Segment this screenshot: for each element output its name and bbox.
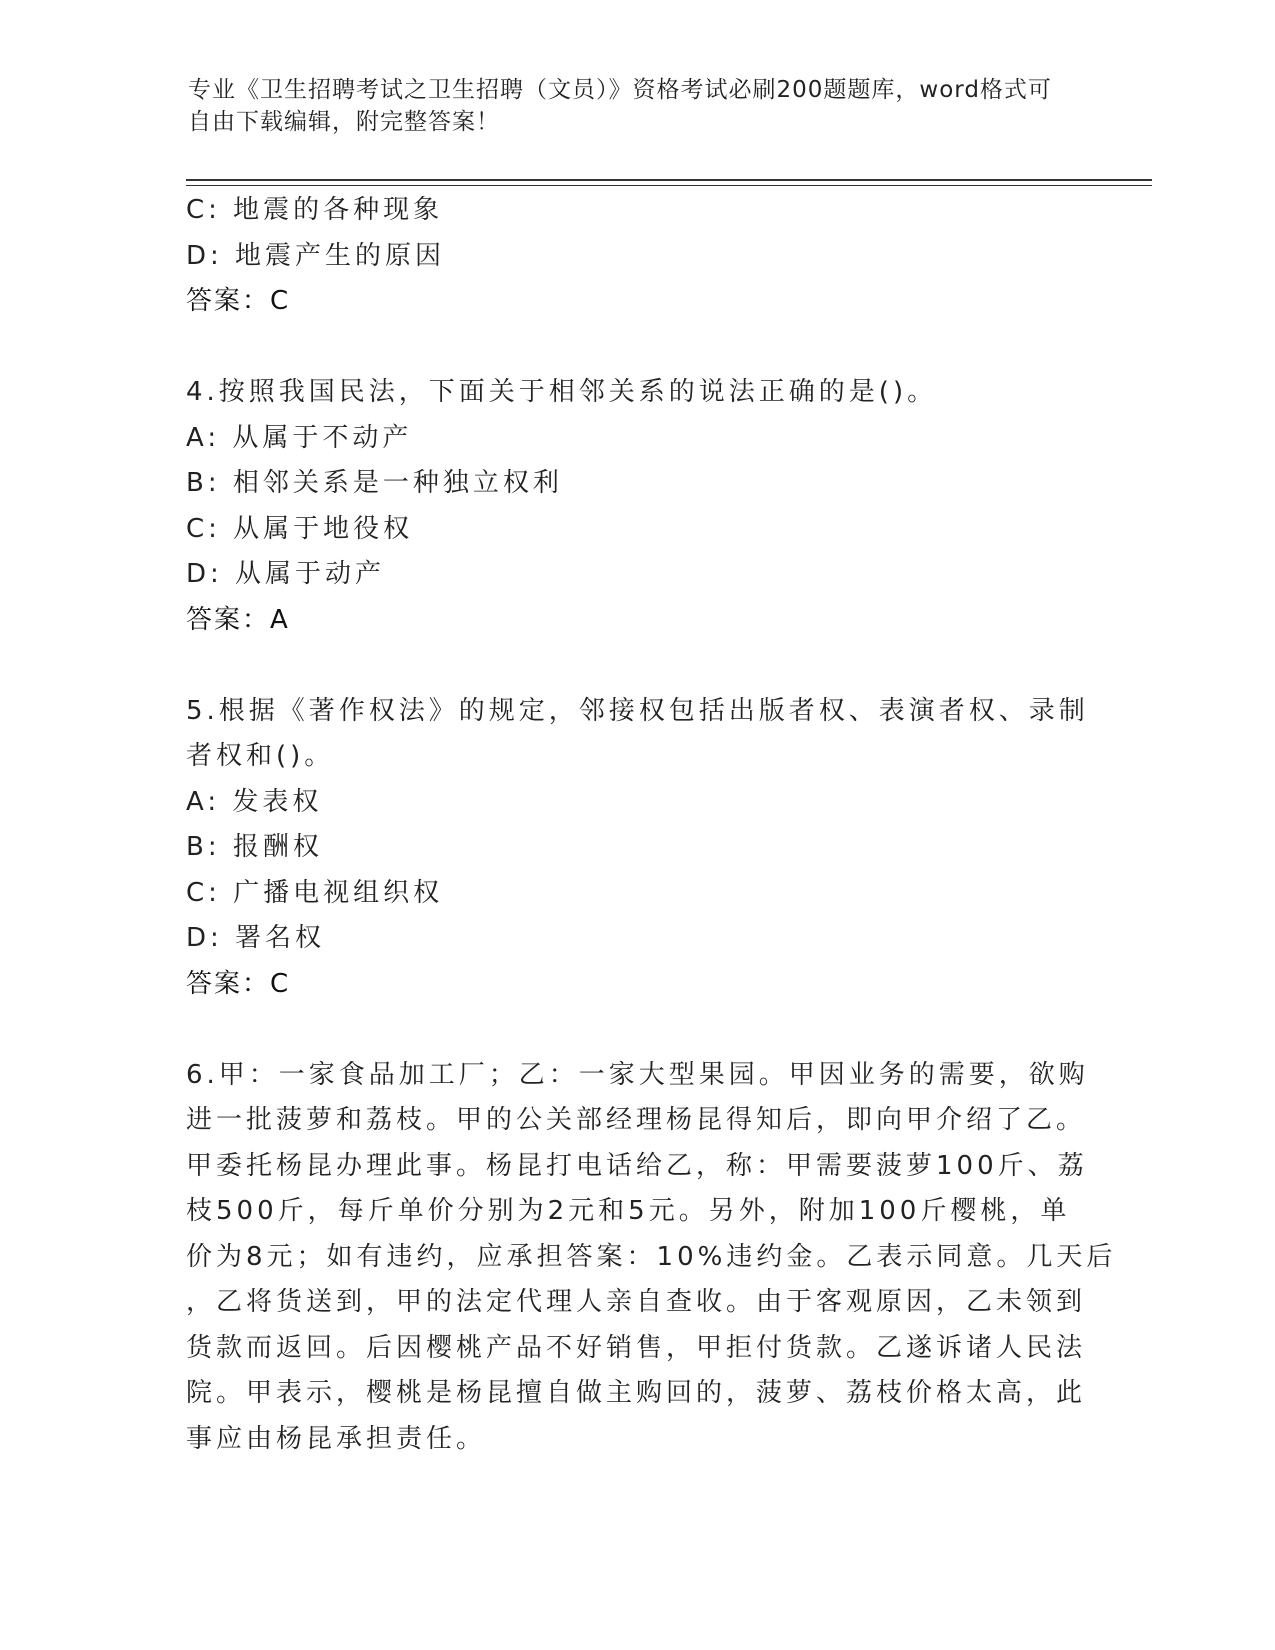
q6-stem-line: 货款而返回。后因樱桃产品不好销售，甲拒付货款。乙遂诉诸人民法: [186, 1332, 1087, 1363]
q4-stem: 4.按照我国民法，下面关于相邻关系的说法正确的是()。: [186, 377, 938, 407]
q5-option-a: A: 发表权: [186, 786, 323, 817]
q6-stem-line: 甲委托杨昆办理此事。杨昆打电话给乙，称：甲需要菠萝100斤、荔: [186, 1150, 1088, 1181]
q6-stem-line: 进一批菠萝和荔枝。甲的公关部经理杨昆得知后，即向甲介绍了乙。: [186, 1105, 1087, 1135]
q5-stem-line-1: 5.根据《著作权法》的规定，邻接权包括出版者权、表演者权、录制: [186, 695, 1089, 726]
question-gap: [186, 1007, 1066, 1053]
q5-option-c: C: 广播电视组织权: [186, 877, 444, 908]
q5-answer: 答案：C: [186, 968, 291, 999]
q3-option-c: C: 地震的各种现象: [186, 195, 444, 225]
q5-option-d: D: 署名权: [186, 923, 326, 953]
document-header: 专业《卫生招聘考试之卫生招聘（文员）》资格考试必刷200题题库，word格式可自由下载编辑，附完整答案！: [188, 77, 1052, 135]
q3-option-d: D: 地震产生的原因: [186, 240, 446, 271]
q4-answer: 答案：A: [186, 604, 290, 635]
q6-stem-line: 枝500斤，每斤单价分别为2元和5元。另外，附加100斤樱桃，单: [186, 1196, 1071, 1226]
q5-stem-line-2: 者权和()。: [186, 741, 335, 771]
q4-option-a: A: 从属于不动产: [186, 422, 413, 453]
q5-option-b: B: 报酬权: [186, 832, 323, 862]
q4-option-b: B: 相邻关系是一种独立权利: [186, 468, 563, 498]
q6-stem-line: ，乙将货送到，甲的法定代理人亲自查收。由于客观原因，乙未领到: [186, 1287, 1087, 1317]
question-content: [186, 188, 1117, 1462]
q6-stem-line: 价为8元；如有违约，应承担答案：10%违约金。乙表示同意。几天后: [186, 1241, 1117, 1272]
question-gap: [186, 643, 1066, 689]
header-rule-thick: [186, 179, 1152, 181]
q6-stem-line: 6.甲：一家食品加工厂；乙：一家大型果园。甲因业务的需要，欲购: [186, 1059, 1089, 1090]
q4-option-d: D: 从属于动产: [186, 559, 386, 589]
q6-stem-line: 院。甲表示，樱桃是杨昆擅自做主购回的，菠萝、荔枝价格太高，此: [186, 1378, 1087, 1408]
q4-option-c: C: 从属于地役权: [186, 513, 414, 544]
question-gap: [186, 325, 1066, 371]
q6-stem-line: 事应由杨昆承担责任。: [186, 1423, 487, 1454]
q3-answer: 答案：C: [186, 286, 291, 316]
header-rule-thin: [186, 185, 1152, 186]
